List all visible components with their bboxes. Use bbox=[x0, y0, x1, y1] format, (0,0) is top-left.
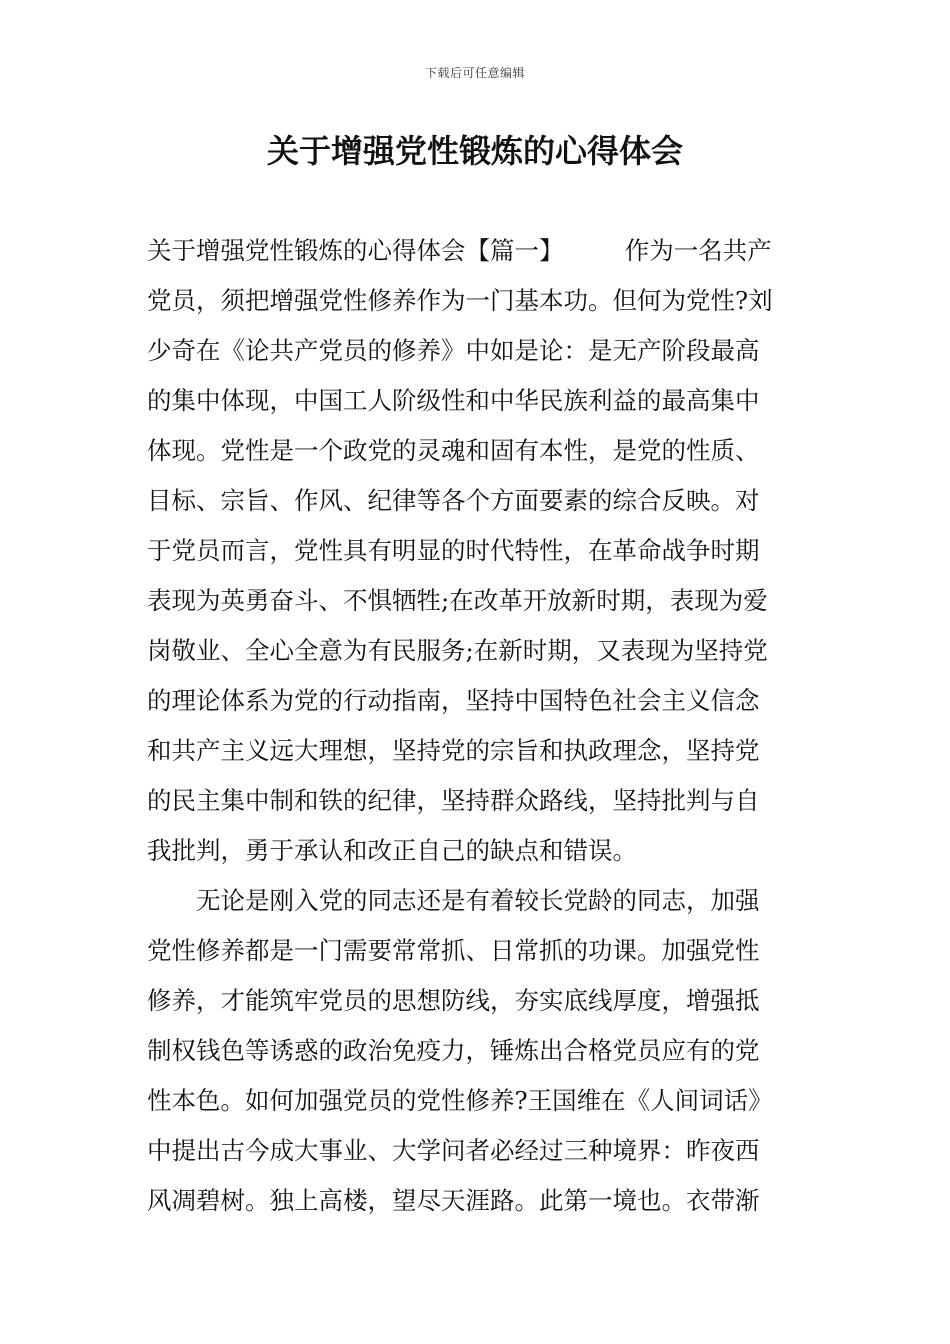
text-line: 岗敬业、全心全意为有民服务;在新时期，又表现为坚持党 bbox=[147, 636, 768, 665]
text-line: 性本色。如何加强党员的党性修养?王国维在《人间词话》 bbox=[147, 1086, 773, 1115]
text-line: 我批判，勇于承认和改正自己的缺点和错误。 bbox=[147, 836, 637, 865]
text-line: 关于增强党性锻炼的心得体会【篇一】 作为一名共产 bbox=[147, 236, 772, 265]
text-line: 的理论体系为党的行动指南，坚持中国特色社会主义信念 bbox=[147, 686, 760, 715]
text-line: 无论是刚入党的同志还是有着较长党龄的同志，加强 bbox=[147, 886, 760, 915]
text-line: 修养，才能筑牢党员的思想防线，夯实底线厚度，增强抵 bbox=[147, 986, 760, 1015]
text-line: 的民主集中制和铁的纪律，坚持群众路线，坚持批判与自 bbox=[147, 786, 760, 815]
text-line: 制权钱色等诱惑的政治免疫力，锤炼出合格党员应有的党 bbox=[147, 1036, 760, 1065]
text-line: 少奇在《论共产党员的修养》中如是论：是无产阶段最高 bbox=[147, 336, 760, 365]
document-title: 关于增强党性锻炼的心得体会 bbox=[266, 132, 683, 170]
text-line: 中提出古今成大事业、大学问者必经过三种境界：昨夜西 bbox=[147, 1136, 760, 1165]
text-line: 表现为英勇奋斗、不惧牺牲;在改革开放新时期，表现为爱 bbox=[147, 586, 768, 615]
text-line: 目标、宗旨、作风、纪律等各个方面要素的综合反映。对 bbox=[147, 486, 760, 515]
text-line: 风凋碧树。独上高楼，望尽天涯路。此第一境也。衣带渐 bbox=[147, 1186, 760, 1215]
text-line: 的集中体现，中国工人阶级性和中华民族利益的最高集中 bbox=[147, 386, 760, 415]
text-line: 党员，须把增强党性修养作为一门基本功。但何为党性?刘 bbox=[147, 286, 773, 315]
text-line: 党性修养都是一门需要常常抓、日常抓的功课。加强党性 bbox=[147, 936, 760, 965]
text-line: 于党员而言，党性具有明显的时代特性，在革命战争时期 bbox=[147, 536, 760, 565]
document-body bbox=[147, 226, 807, 1226]
text-line: 和共产主义远大理想，坚持党的宗旨和执政理念，坚持党 bbox=[147, 736, 760, 765]
header-note: 下载后可任意编辑 bbox=[424, 66, 525, 80]
text-line: 体现。党性是一个政党的灵魂和固有本性，是党的性质、 bbox=[147, 436, 760, 465]
